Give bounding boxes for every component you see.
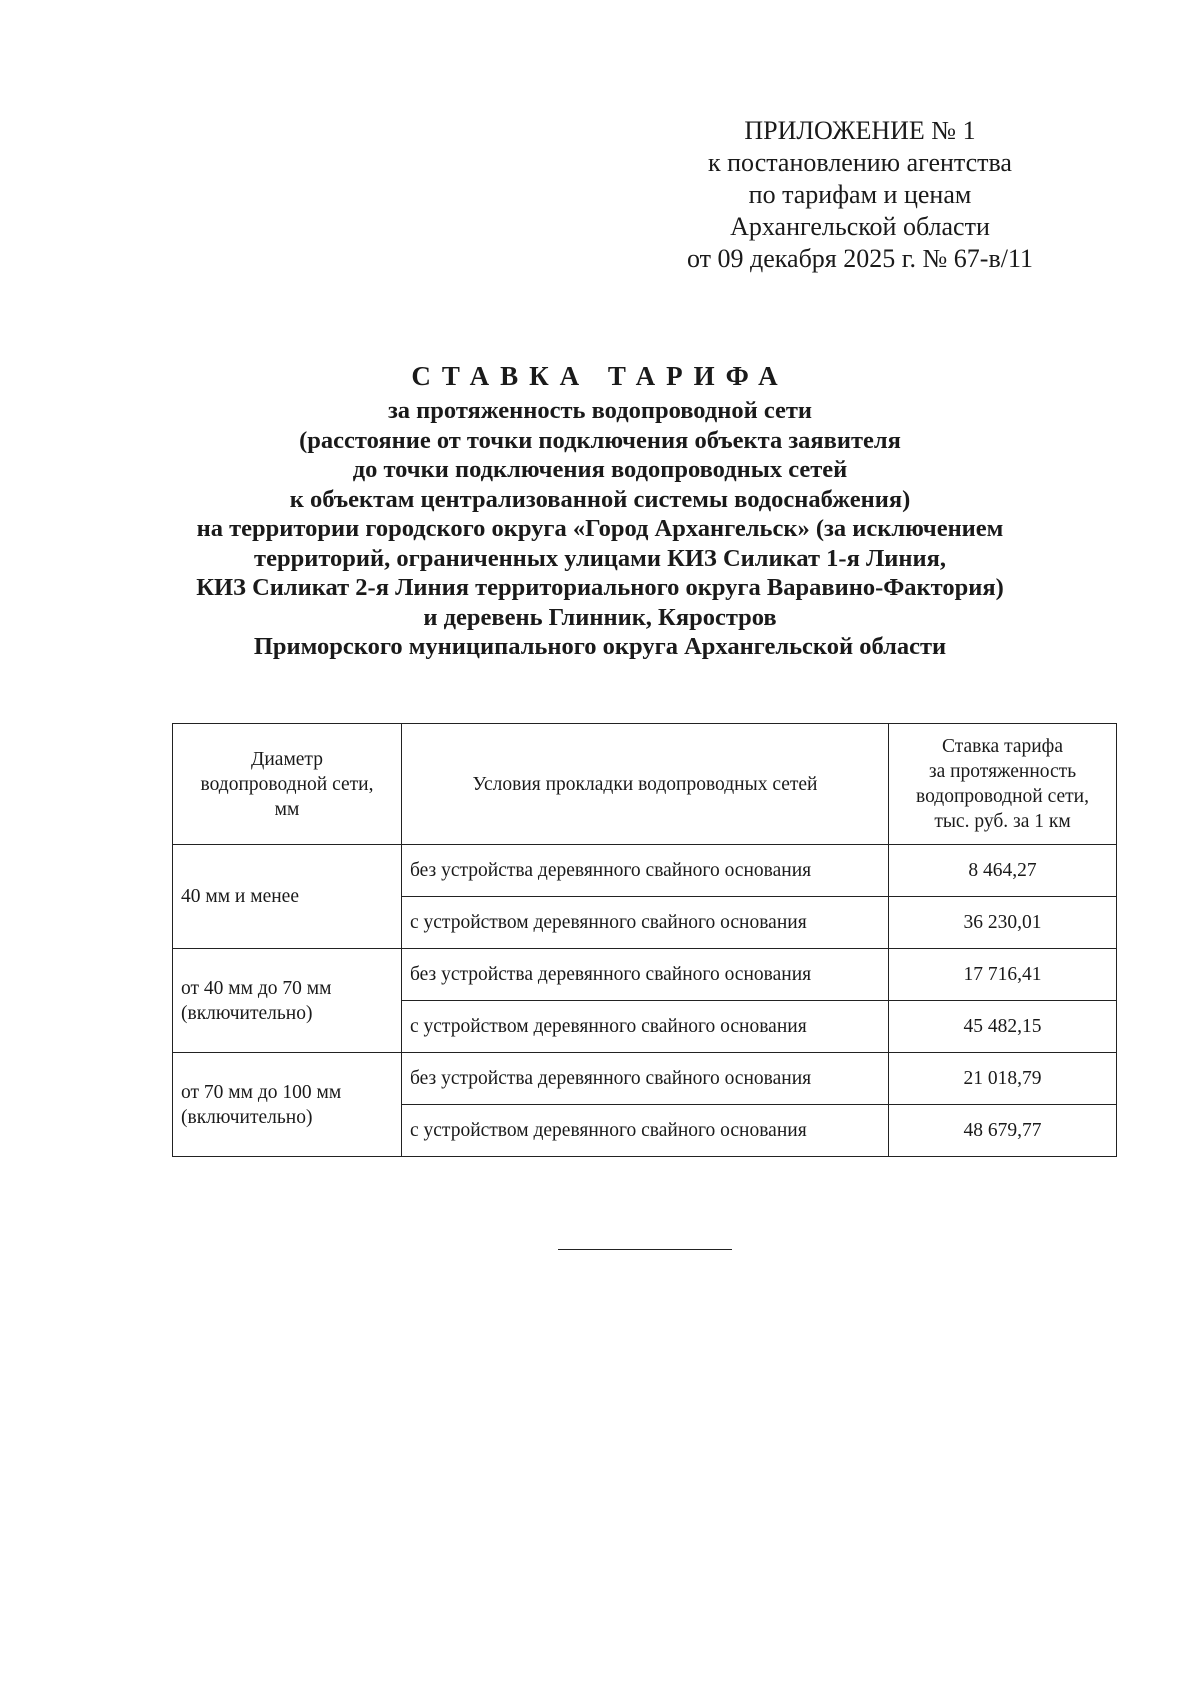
subtitle-line: до точки подключения водопроводных сетей: [352, 456, 848, 483]
annex-title: ПРИЛОЖЕНИЕ № 1: [744, 116, 976, 145]
diameter-line: (включительно): [181, 1106, 313, 1128]
annex-reference-line: к постановлению агентства: [708, 148, 1012, 177]
subtitle-line: Приморского муниципального округа Архангельской области: [253, 633, 947, 660]
diameter-line: от 70 мм до 100 мм: [181, 1081, 342, 1103]
rate-cell: 48 679,77: [889, 1105, 1117, 1157]
header-rate: [889, 724, 1117, 845]
annex-region-line: Архангельской области: [730, 212, 990, 241]
diameter-cell: [173, 1053, 402, 1157]
header-diameter-line: Диаметр: [251, 748, 323, 770]
header-rate-line: тыс. руб. за 1 км: [934, 811, 1071, 832]
subtitle-line: на территории городского округа «Город Архангельск» (за исключением: [196, 515, 1004, 542]
condition-cell: без устройства деревянного свайного основания: [402, 1053, 889, 1105]
condition-cell: с устройством деревянного свайного основания: [402, 897, 889, 949]
document-title-block: [100, 360, 1100, 662]
diameter-line: (включительно): [181, 1002, 313, 1024]
document-title: СТАВКА ТАРИФА: [411, 361, 789, 391]
tariff-rate-table: [172, 723, 1117, 1157]
header-diameter-line: водопроводной сети,: [200, 773, 374, 795]
header-rate-line: Ставка тарифа: [942, 736, 1063, 757]
rate-cell: 8 464,27: [889, 845, 1117, 897]
subtitle-line: территорий, ограниченных улицами КИЗ Силикат 1-я Линия,: [254, 544, 946, 572]
diameter-line: 40 мм и менее: [181, 886, 299, 907]
condition-cell: без устройства деревянного свайного основания: [402, 949, 889, 1001]
subtitle-line: КИЗ Силикат 2-я Линия территориального округа Варавино-Фактория): [196, 574, 1004, 601]
subtitle-line: (расстояние от точки подключения объекта заявителя: [299, 426, 901, 454]
header-diameter-line: мм: [274, 798, 300, 820]
annex-header: [660, 115, 1060, 275]
condition-cell: без устройства деревянного свайного основания: [402, 845, 889, 897]
rate-cell: 45 482,15: [889, 1001, 1117, 1053]
closing-rule: [558, 1249, 732, 1250]
diameter-line: от 40 мм до 70 мм: [181, 977, 332, 999]
table-header-row: [173, 724, 1117, 845]
header-rate-line: за протяженность: [928, 761, 1077, 782]
subtitle-line: и деревень Глинник, Кяростров: [423, 603, 777, 631]
diameter-cell: [173, 845, 402, 949]
rate-cell: 21 018,79: [889, 1053, 1117, 1105]
table-row: [173, 845, 1117, 897]
table-row: [173, 1053, 1117, 1105]
header-diameter: [173, 724, 402, 845]
rate-cell: 17 716,41: [889, 949, 1117, 1001]
header-rate-line: водопроводной сети,: [916, 786, 1089, 807]
condition-cell: с устройством деревянного свайного основания: [402, 1001, 889, 1053]
rate-cell: 36 230,01: [889, 897, 1117, 949]
condition-cell: с устройством деревянного свайного основания: [402, 1105, 889, 1157]
annex-agency-line: по тарифам и ценам: [748, 180, 972, 209]
annex-date-number: от 09 декабря 2025 г. № 67-в/11: [687, 244, 1033, 273]
table-row: [173, 949, 1117, 1001]
subtitle-line: к объектам централизованной системы водоснабжения): [289, 485, 911, 513]
diameter-cell: [173, 949, 402, 1053]
subtitle-line: за протяженность водопроводной сети: [387, 397, 813, 424]
header-conditions: Условия прокладки водопроводных сетей: [402, 724, 889, 845]
